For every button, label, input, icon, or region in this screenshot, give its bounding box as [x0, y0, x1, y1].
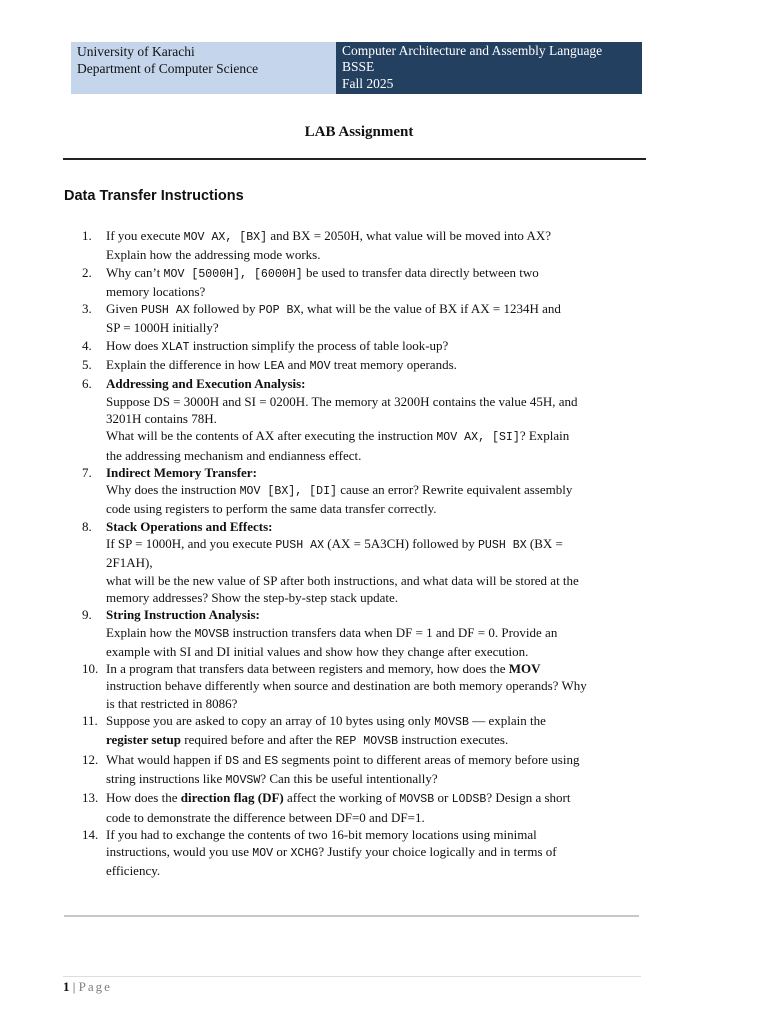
text-run: 2F1AH),: [106, 555, 153, 571]
question-number: 11.: [82, 713, 98, 729]
question-line: [106, 427, 642, 446]
text-run: instruction transfers data when DF = 1 and DF = 0. Provide an: [229, 624, 558, 640]
question-line: [106, 660, 642, 677]
question-line: [106, 731, 642, 750]
text-run: What will be the contents of AX after executing the instruction: [106, 428, 437, 444]
question-item: [82, 356, 642, 375]
question-item: [82, 712, 642, 751]
department-name: Department of Computer Science: [77, 60, 259, 76]
question-line: [106, 264, 642, 283]
text-run: segments point to different areas of memory before using: [278, 751, 580, 767]
question-line: [106, 789, 642, 808]
text-run: instruction executes.: [398, 732, 509, 748]
bold-text: register setup: [106, 732, 181, 748]
question-line: [106, 319, 642, 336]
footer-divider: [63, 976, 641, 977]
question-line: [106, 375, 642, 392]
text-run: (AX = 5A3CH) followed by: [324, 536, 478, 552]
question-line: [106, 356, 642, 375]
code-snippet: XLAT: [161, 340, 190, 354]
text-run: If SP = 1000H, and you execute: [106, 536, 276, 552]
text-run: followed by: [189, 301, 259, 317]
text-run: Given: [106, 301, 142, 317]
question-text: [106, 464, 642, 518]
text-run: is that restricted in 8086?: [106, 695, 238, 711]
question-text: [106, 300, 642, 337]
question-line: [106, 410, 642, 427]
section-heading: Data Transfer Instructions: [64, 188, 244, 204]
code-snippet: MOVSB: [194, 627, 230, 641]
text-run: instructions, would you use: [106, 844, 253, 860]
code-snippet: POP BX: [258, 304, 301, 318]
course-name: Computer Architecture and Assembly Language: [342, 43, 603, 58]
question-line: [106, 712, 642, 731]
code-snippet: REP MOVSB: [335, 735, 399, 749]
question-item: [82, 264, 642, 301]
question-line: [106, 337, 642, 356]
question-number: 3.: [82, 301, 92, 317]
text-run: be used to transfer data directly between two: [302, 264, 539, 280]
text-run: ? Explain: [519, 428, 570, 444]
code-snippet: DS: [225, 754, 240, 768]
text-run: Explain how the: [106, 624, 195, 640]
question-line: [106, 393, 642, 410]
question-line: [106, 283, 642, 300]
question-line: [106, 572, 642, 589]
question-line: [106, 518, 642, 535]
question-line: [106, 481, 642, 500]
page-number: 1: [63, 979, 70, 994]
question-line: [106, 826, 642, 843]
question-item: [82, 227, 642, 264]
text-run: code to demonstrate the difference between DF=0 and DF=1.: [106, 809, 425, 825]
text-run: Explain how the addressing mode works.: [106, 247, 321, 263]
question-number: 4.: [82, 337, 92, 353]
bold-text: String Instruction Analysis:: [106, 607, 260, 623]
text-run: what will be the new value of SP after both instructions, and what data will be stored at the: [106, 572, 579, 588]
question-number: 14.: [82, 826, 99, 842]
text-run: memory locations?: [106, 283, 206, 299]
question-item: [82, 337, 642, 356]
question-item: [82, 660, 642, 712]
bold-text: direction flag (DF): [180, 790, 284, 806]
question-item: [82, 464, 642, 518]
bold-text: Addressing and Execution Analysis:: [106, 376, 306, 392]
page-title: LAB Assignment: [304, 124, 414, 140]
question-line: [106, 535, 642, 554]
text-run: efficiency.: [106, 863, 161, 879]
text-run: or: [273, 844, 291, 860]
question-number: 5.: [82, 357, 92, 373]
question-number: 7.: [82, 464, 92, 480]
code-snippet: MOVSB: [434, 716, 469, 730]
text-run: If you had to exchange the contents of two 16-bit memory locations using minimal: [106, 826, 537, 842]
text-run: What would happen if: [106, 751, 226, 767]
code-snippet: MOV [BX], [DI]: [239, 485, 337, 499]
question-text: [106, 227, 642, 264]
text-run: Why can’t: [106, 264, 164, 280]
page-label: Page: [78, 979, 112, 994]
text-run: , what will be the value of BX if AX = 1234H and: [300, 301, 561, 317]
question-line: [106, 464, 642, 481]
question-line: [106, 770, 642, 789]
header-course: [336, 42, 642, 94]
code-snippet: ES: [264, 754, 279, 768]
question-line: [106, 809, 642, 826]
question-number: 6.: [82, 376, 92, 392]
question-line: [106, 624, 642, 643]
question-number: 10.: [82, 661, 99, 677]
header-institution: [71, 42, 336, 94]
text-run: code using registers to perform the same data transfer correctly.: [106, 501, 437, 517]
footer-separator: |: [72, 979, 76, 994]
question-line: [106, 643, 642, 660]
question-text: [106, 789, 642, 826]
code-snippet: XCHG: [290, 847, 319, 861]
question-text: [106, 518, 642, 606]
question-line: [106, 300, 642, 319]
code-snippet: MOVSB: [399, 793, 435, 807]
bold-text: MOV: [508, 661, 541, 677]
text-run: 3201H contains 78H.: [106, 410, 217, 426]
text-run: required before and after the: [180, 732, 336, 748]
question-text: [106, 826, 642, 880]
text-run: string instructions like: [106, 770, 226, 786]
question-line: [106, 554, 642, 571]
text-run: Suppose you are asked to copy an array of 10 bytes using only: [106, 713, 435, 729]
text-run: In a program that transfers data between registers and memory, how does the: [106, 661, 509, 677]
code-snippet: MOV AX, [SI]: [436, 431, 520, 445]
question-number: 9.: [82, 607, 92, 623]
question-line: [106, 246, 642, 263]
text-run: ? Can this be useful intentionally?: [260, 770, 438, 786]
code-snippet: PUSH AX: [141, 304, 190, 318]
question-line: [106, 606, 642, 623]
question-number: 12.: [82, 751, 99, 767]
text-run: and BX = 2050H, what value will be moved into AX?: [267, 228, 552, 243]
text-run: memory addresses? Show the step-by-step stack update.: [106, 589, 399, 605]
question-text: [106, 356, 642, 375]
text-run: How does: [106, 337, 162, 353]
question-item: [82, 375, 642, 463]
question-text: [106, 606, 642, 660]
content-end-divider: [64, 915, 639, 917]
text-run: and: [284, 357, 310, 373]
question-line: [106, 447, 642, 464]
text-run: instruction simplify the process of table look-up?: [189, 337, 449, 353]
question-text: [106, 264, 642, 301]
text-run: Explain the difference in how: [106, 357, 264, 373]
question-number: 13.: [82, 790, 99, 806]
code-snippet: PUSH AX: [275, 539, 325, 553]
bold-text: Stack Operations and Effects:: [106, 518, 273, 534]
code-snippet: LEA: [263, 360, 285, 374]
text-run: treat memory operands.: [330, 357, 457, 373]
question-number: 8.: [82, 518, 92, 534]
question-line: [106, 862, 642, 879]
text-run: If you execute: [106, 228, 184, 243]
question-line: [106, 589, 642, 606]
question-line: [106, 227, 642, 246]
question-item: [82, 300, 642, 337]
program-name: BSSE: [342, 59, 375, 75]
question-line: [106, 843, 642, 862]
text-run: affect the working of: [283, 790, 400, 806]
text-run: ? Justify your choice logically and in terms of: [318, 844, 557, 860]
question-text: [106, 712, 642, 751]
text-run: cause an error? Rewrite equivalent assembly: [337, 482, 573, 498]
university-name: University of Karachi: [77, 44, 195, 59]
code-snippet: PUSH BX: [477, 539, 527, 553]
text-run: and: [239, 751, 265, 767]
text-run: — explain the: [468, 713, 546, 729]
code-snippet: MOV: [252, 847, 274, 861]
question-number: 1.: [82, 228, 92, 243]
code-snippet: MOV: [309, 360, 331, 374]
text-run: ? Design a short: [486, 790, 571, 806]
question-text: [106, 337, 642, 356]
question-text: [106, 375, 642, 463]
question-item: [82, 606, 642, 660]
text-run: Suppose DS = 3000H and SI = 0200H. The memory at 3200H contains the value 45H, and: [106, 393, 578, 409]
bold-text: Indirect Memory Transfer:: [106, 464, 257, 480]
text-run: instruction behave differently when source and destination are both memory operands? Why: [106, 678, 587, 694]
question-list: [82, 227, 642, 880]
question-line: [106, 695, 642, 712]
question-item: [82, 826, 642, 880]
text-run: example with SI and DI initial values and show how they change after execution.: [106, 643, 529, 659]
question-line: [106, 500, 642, 517]
question-line: [106, 751, 642, 770]
text-run: the addressing mechanism and endianness effect.: [106, 447, 362, 463]
title-divider: [63, 158, 646, 160]
question-item: [82, 751, 642, 790]
text-run: Why does the instruction: [106, 482, 240, 498]
text-run: How does the: [106, 790, 181, 806]
question-text: [106, 660, 642, 712]
question-item: [82, 789, 642, 826]
question-number: 2.: [82, 264, 92, 280]
code-snippet: LODSB: [451, 793, 487, 807]
code-snippet: MOVSW: [225, 773, 261, 787]
text-run: SP = 1000H initially?: [106, 320, 219, 336]
question-line: [106, 677, 642, 694]
text-run: (BX =: [526, 536, 563, 552]
semester: Fall 2025: [342, 75, 394, 91]
text-run: or: [434, 790, 452, 806]
question-text: [106, 751, 642, 790]
page-footer: [63, 979, 112, 995]
code-snippet: MOV AX, [BX]: [183, 231, 268, 244]
code-snippet: MOV [5000H], [6000H]: [163, 267, 303, 281]
question-item: [82, 518, 642, 606]
